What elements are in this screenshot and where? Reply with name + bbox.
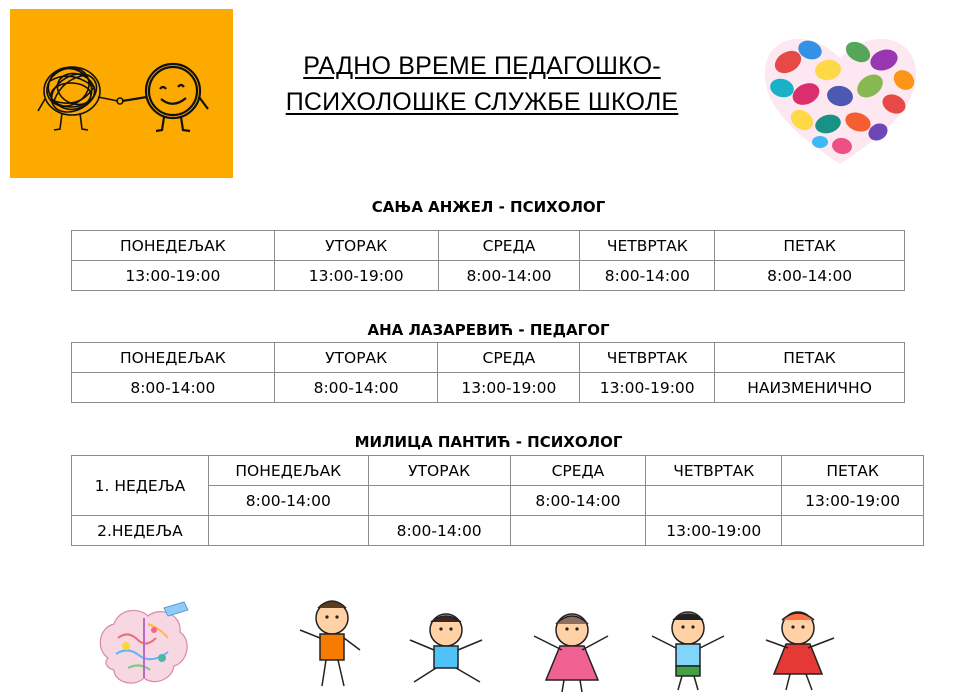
time-cell: [368, 486, 510, 516]
handprint-heart-icon: [758, 24, 923, 169]
day-header: УТОРАК: [274, 343, 438, 373]
section-heading-sanja: САЊА АНЖЕЛ - ПСИХОЛОГ: [371, 198, 606, 216]
section-heading-milica: МИЛИЦА ПАНТИЋ - ПСИХОЛОГ: [354, 433, 623, 451]
day-header: ПОНЕДЕЉАК: [208, 456, 368, 486]
time-cell: 8:00-14:00: [438, 261, 580, 291]
schedule-table-ana: [71, 342, 905, 403]
time-cell: 8:00-14:00: [72, 373, 275, 403]
table-row: [72, 373, 905, 403]
time-cell: 8:00-14:00: [580, 261, 715, 291]
time-cell: [510, 516, 646, 546]
day-header: ЧЕТВРТАК: [646, 456, 782, 486]
schedule-table-milica: [71, 455, 924, 546]
time-cell: 8:00-14:00: [208, 486, 368, 516]
day-header: СРЕДА: [510, 456, 646, 486]
time-cell: 8:00-14:00: [510, 486, 646, 516]
week-label: 1. НЕДЕЉА: [72, 456, 209, 516]
page-title: [262, 48, 702, 120]
time-cell: [208, 516, 368, 546]
day-header: ЧЕТВРТАК: [580, 231, 715, 261]
title-line-2: ПСИХОЛОШКЕ СЛУЖБЕ ШКОЛЕ: [285, 88, 679, 116]
schedule-table-sanja: [71, 230, 905, 291]
time-cell: [782, 516, 924, 546]
colorful-brain-icon: [88, 598, 198, 694]
time-cell: 8:00-14:00: [274, 373, 438, 403]
time-cell: 13:00-19:00: [438, 373, 580, 403]
scribble-and-smiley-figures-icon: [10, 9, 233, 178]
time-cell: 8:00-14:00: [368, 516, 510, 546]
section-heading-ana: АНА ЛАЗАРЕВИЋ - ПЕДАГОГ: [367, 321, 610, 339]
time-cell: [646, 486, 782, 516]
day-header: ПОНЕДЕЉАК: [72, 343, 275, 373]
table-row: [72, 261, 905, 291]
title-line-1: РАДНО ВРЕМЕ ПЕДАГОШКО-: [303, 52, 661, 80]
time-cell: НАИЗМЕНИЧНО: [715, 373, 905, 403]
day-header: ПЕТАК: [715, 343, 905, 373]
day-header: УТОРАК: [274, 231, 438, 261]
table-header-row: [72, 456, 924, 486]
week-label: 2.НЕДЕЉА: [72, 516, 209, 546]
day-header: УТОРАК: [368, 456, 510, 486]
time-cell: 13:00-19:00: [274, 261, 438, 291]
time-cell: 13:00-19:00: [646, 516, 782, 546]
day-header: СРЕДА: [438, 343, 580, 373]
time-cell: 13:00-19:00: [580, 373, 715, 403]
day-header: ПЕТАК: [782, 456, 924, 486]
table-header-row: [72, 343, 905, 373]
day-header: ПЕТАК: [715, 231, 905, 261]
day-header: СРЕДА: [438, 231, 580, 261]
time-cell: 8:00-14:00: [715, 261, 905, 291]
dancing-kids-icon: [286, 590, 861, 694]
time-cell: 13:00-19:00: [72, 261, 275, 291]
scribble-smiley-illustration: [10, 9, 233, 178]
day-header: ЧЕТВРТАК: [580, 343, 715, 373]
day-header: ПОНЕДЕЉАК: [72, 231, 275, 261]
table-row: [72, 516, 924, 546]
table-header-row: [72, 231, 905, 261]
time-cell: 13:00-19:00: [782, 486, 924, 516]
